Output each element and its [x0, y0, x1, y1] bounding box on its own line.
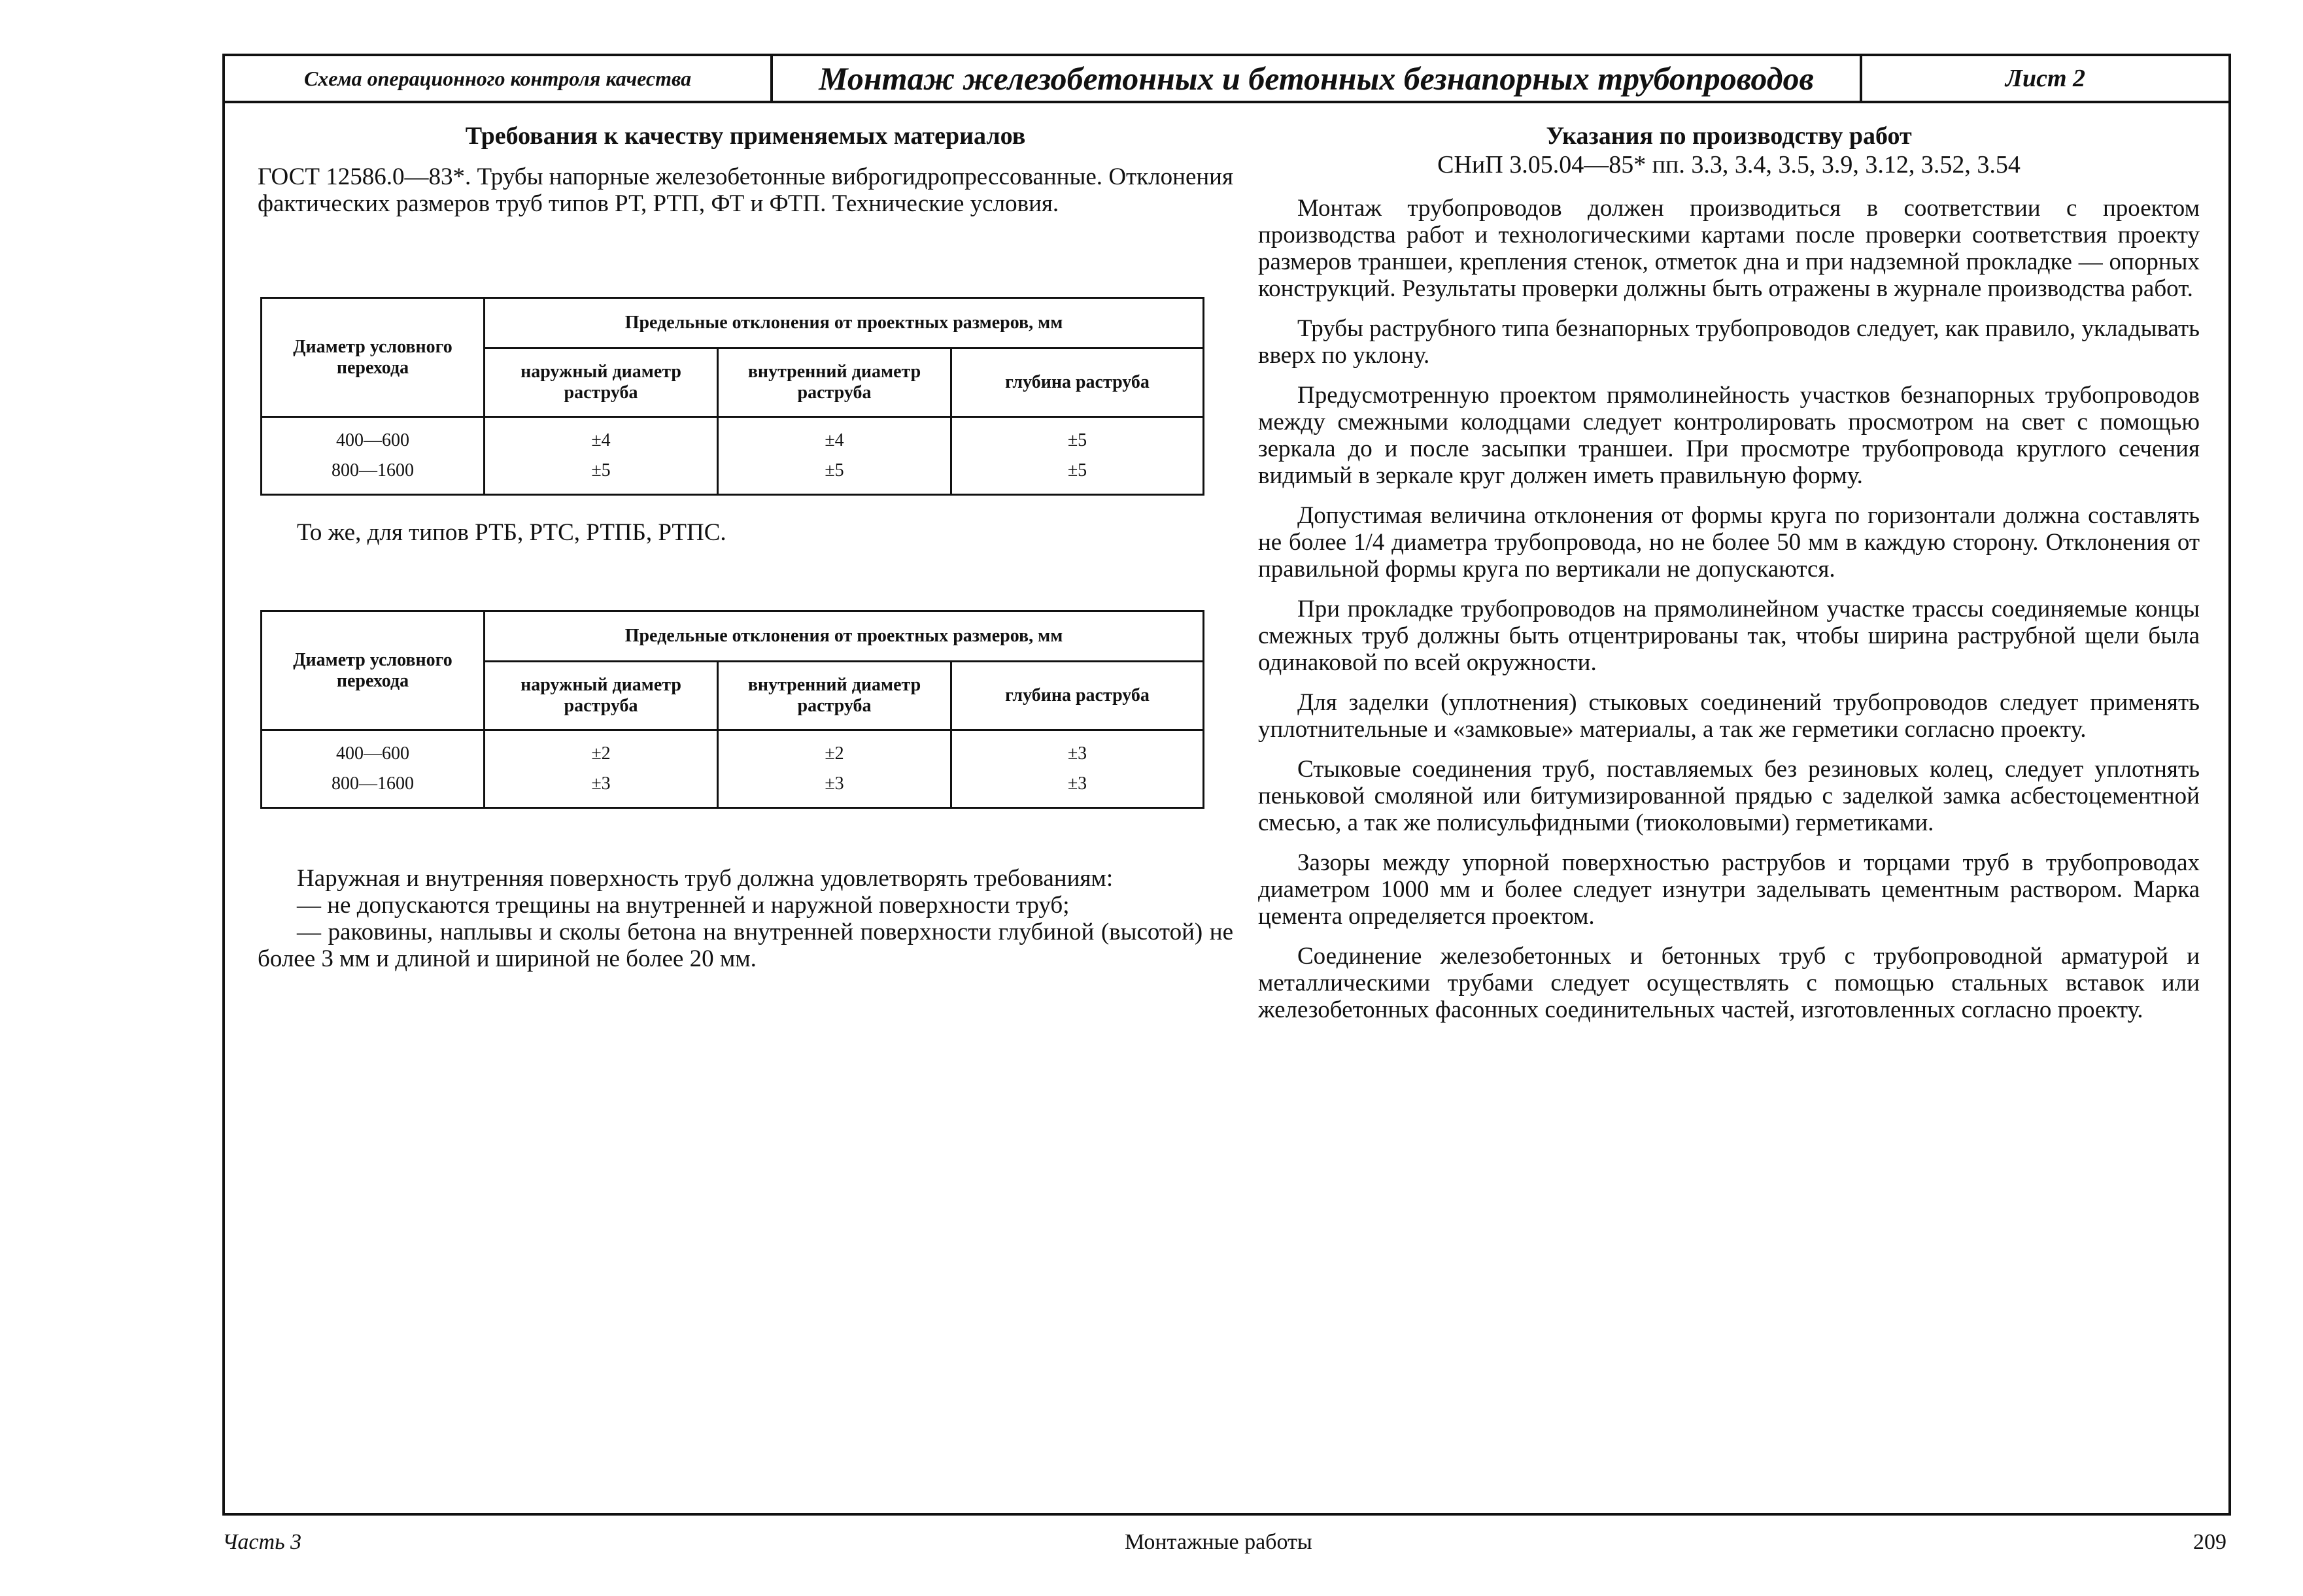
table2-header-depth: глубина раструба — [951, 662, 1204, 730]
footer-page-number: 209 — [2193, 1530, 2226, 1554]
table2-r2-outer: ±3 — [591, 773, 611, 794]
table1-outer-cell — [485, 417, 718, 495]
footer-section-title: Монтажные работы — [1125, 1530, 1312, 1554]
materials-title: Требования к качеству применяемых материалов — [465, 122, 1026, 150]
instruction-paragraph: Стыковые соединения труб, поставляемых без резиновых колец, следует уплотнять пеньковой смоляной или битумизированной прядью с заделкой замка асбестоцементной смесью, а так же полисульфидными (тиоколовыми) герметиками. — [1258, 756, 2200, 836]
table2-r1-depth: ±3 — [1067, 743, 1087, 764]
table1-r1-outer: ±4 — [591, 430, 611, 450]
table1-header-diameter: Диаметр условного перехода — [262, 298, 485, 417]
table2-r2-depth: ±3 — [1067, 773, 1087, 794]
table1-header-outer: наружный диаметр раструба — [485, 348, 718, 417]
table2-header-group: Предельные отклонения от проектных размеров, мм — [485, 611, 1204, 662]
left-column — [258, 122, 1233, 972]
table2-inner-cell — [718, 730, 951, 808]
table2-header-outer: наружный диаметр раструба — [485, 662, 718, 730]
instruction-paragraph: Предусмотренную проектом прямолинейность участков безнапорных трубопроводов между смежными колодцами следует контролировать просмотром на свет с помощью зеркала до и после засыпки траншеи. При просмотре трубопровода круглого сечения видимый в зеркале круг должен иметь правильную форму. — [1258, 382, 2200, 489]
surface-item-1: — не допускаются трещины на внутренней и наружной поверхности труб; — [297, 892, 1070, 919]
header-bar — [225, 56, 2228, 103]
surface-intro: Наружная и внутренняя поверхность труб должна удовлетворять требованиям: — [297, 865, 1114, 892]
table1-diameter-cell — [262, 417, 485, 495]
table1-r1-depth: ±5 — [1067, 430, 1087, 450]
instruction-paragraph: При прокладке трубопроводов на прямолинейном участке трассы соединяемые концы смежных труб должны быть отцентрированы так, чтобы ширина раструбной щели была одинаковой по всей окружности. — [1258, 596, 2200, 676]
table1-r2-diameter: 800—1600 — [332, 460, 414, 481]
table2-r2-diameter: 800—1600 — [332, 773, 414, 794]
surface-item-2: — раковины, наплывы и сколы бетона на внутренней поверхности глубиной (высотой) не более 3 мм и длиной и шириной не более 20 мм. — [258, 919, 1233, 972]
table2-header-inner: внутренний диаметр раструба — [718, 662, 951, 730]
table1-header-inner: внутренний диаметр раструба — [718, 348, 951, 417]
header-sheet-number: Лист 2 — [2005, 65, 2086, 92]
instruction-paragraph: Для заделки (уплотнения) стыковых соединений трубопроводов следует применять уплотнительные и «замковые» материалы, а так же герметики согласно проекту. — [1258, 689, 2200, 743]
header-scheme-label: Схема операционного контроля качества — [225, 56, 773, 101]
instruction-paragraph: Трубы раструбного типа безнапорных трубопроводов следует, как правило, укладывать вверх по уклону. — [1258, 315, 2200, 369]
table1-r2-inner: ±5 — [825, 460, 844, 481]
table1-depth-cell — [951, 417, 1204, 495]
table1-header-depth: глубина раструба — [951, 348, 1204, 417]
instructions-title: Указания по производству работ — [1546, 122, 1912, 150]
table2-depth-cell — [951, 730, 1204, 808]
header-title: Монтаж железобетонных и бетонных безнапорных трубопроводов — [773, 56, 1862, 101]
same-types-note: То же, для типов РТБ, РТС, РТПБ, РТПС. — [297, 519, 726, 546]
footer-part-label: Часть 3 — [222, 1530, 302, 1554]
table2-r1-outer: ±2 — [591, 743, 611, 764]
tolerance-table-2 — [260, 610, 1204, 809]
table2-diameter-cell — [262, 730, 485, 808]
table1-header-group: Предельные отклонения от проектных размеров, мм — [485, 298, 1204, 348]
tolerance-table-1 — [260, 297, 1204, 496]
right-column — [1258, 122, 2200, 1023]
instruction-paragraph: Монтаж трубопроводов должен производиться в соответствии с проектом производства работ и технологическими картами после проверки соответствия проекту размеров траншеи, крепления стенок, отметок дна и при надземной прокладке — опорных конструкций. Результаты проверки должны быть отражены в журнале производства работ. — [1258, 195, 2200, 302]
table-row — [262, 417, 1204, 495]
instruction-paragraph: Зазоры между упорной поверхностью раструбов и торцами труб в трубопроводах диаметром 1000 мм и более следует изнутри заделывать цементным раствором. Марка цемента определяется проектом. — [1258, 849, 2200, 930]
table1-r1-inner: ±4 — [825, 430, 844, 450]
table2-r2-inner: ±3 — [825, 773, 844, 794]
table2-outer-cell — [485, 730, 718, 808]
table1-r2-outer: ±5 — [591, 460, 611, 481]
instruction-paragraph: Соединение железобетонных и бетонных труб с трубопроводной арматурой и металлическими трубами следует осуществлять с помощью стальных вставок или железобетонных фасонных соединительных частей, изготовленных согласно проекту. — [1258, 943, 2200, 1023]
snip-reference: СНиП 3.05.04—85* пп. 3.3, 3.4, 3.5, 3.9, 3.12, 3.52, 3.54 — [1437, 151, 2021, 178]
table1-r2-depth: ±5 — [1067, 460, 1087, 481]
table1-inner-cell — [718, 417, 951, 495]
table2-r1-inner: ±2 — [825, 743, 844, 764]
instruction-paragraph: Допустимая величина отклонения от формы круга по горизонтали должна составлять не более 1/4 диаметра трубопровода, но не более 50 мм в каждую сторону. Отклонения от правильной формы круга по вертикали не допускаются. — [1258, 502, 2200, 583]
table1-r1-diameter: 400—600 — [336, 430, 409, 450]
gost-paragraph: ГОСТ 12586.0—83*. Трубы напорные железобетонные виброгидропрессованные. Отклонения фактических размеров труб типов РТ, РТП, ФТ и ФТП. Технические условия. — [258, 163, 1233, 217]
table-row — [262, 730, 1204, 808]
page-frame — [222, 54, 2231, 1516]
table2-header-diameter: Диаметр условного перехода — [262, 611, 485, 730]
table2-r1-diameter: 400—600 — [336, 743, 409, 764]
